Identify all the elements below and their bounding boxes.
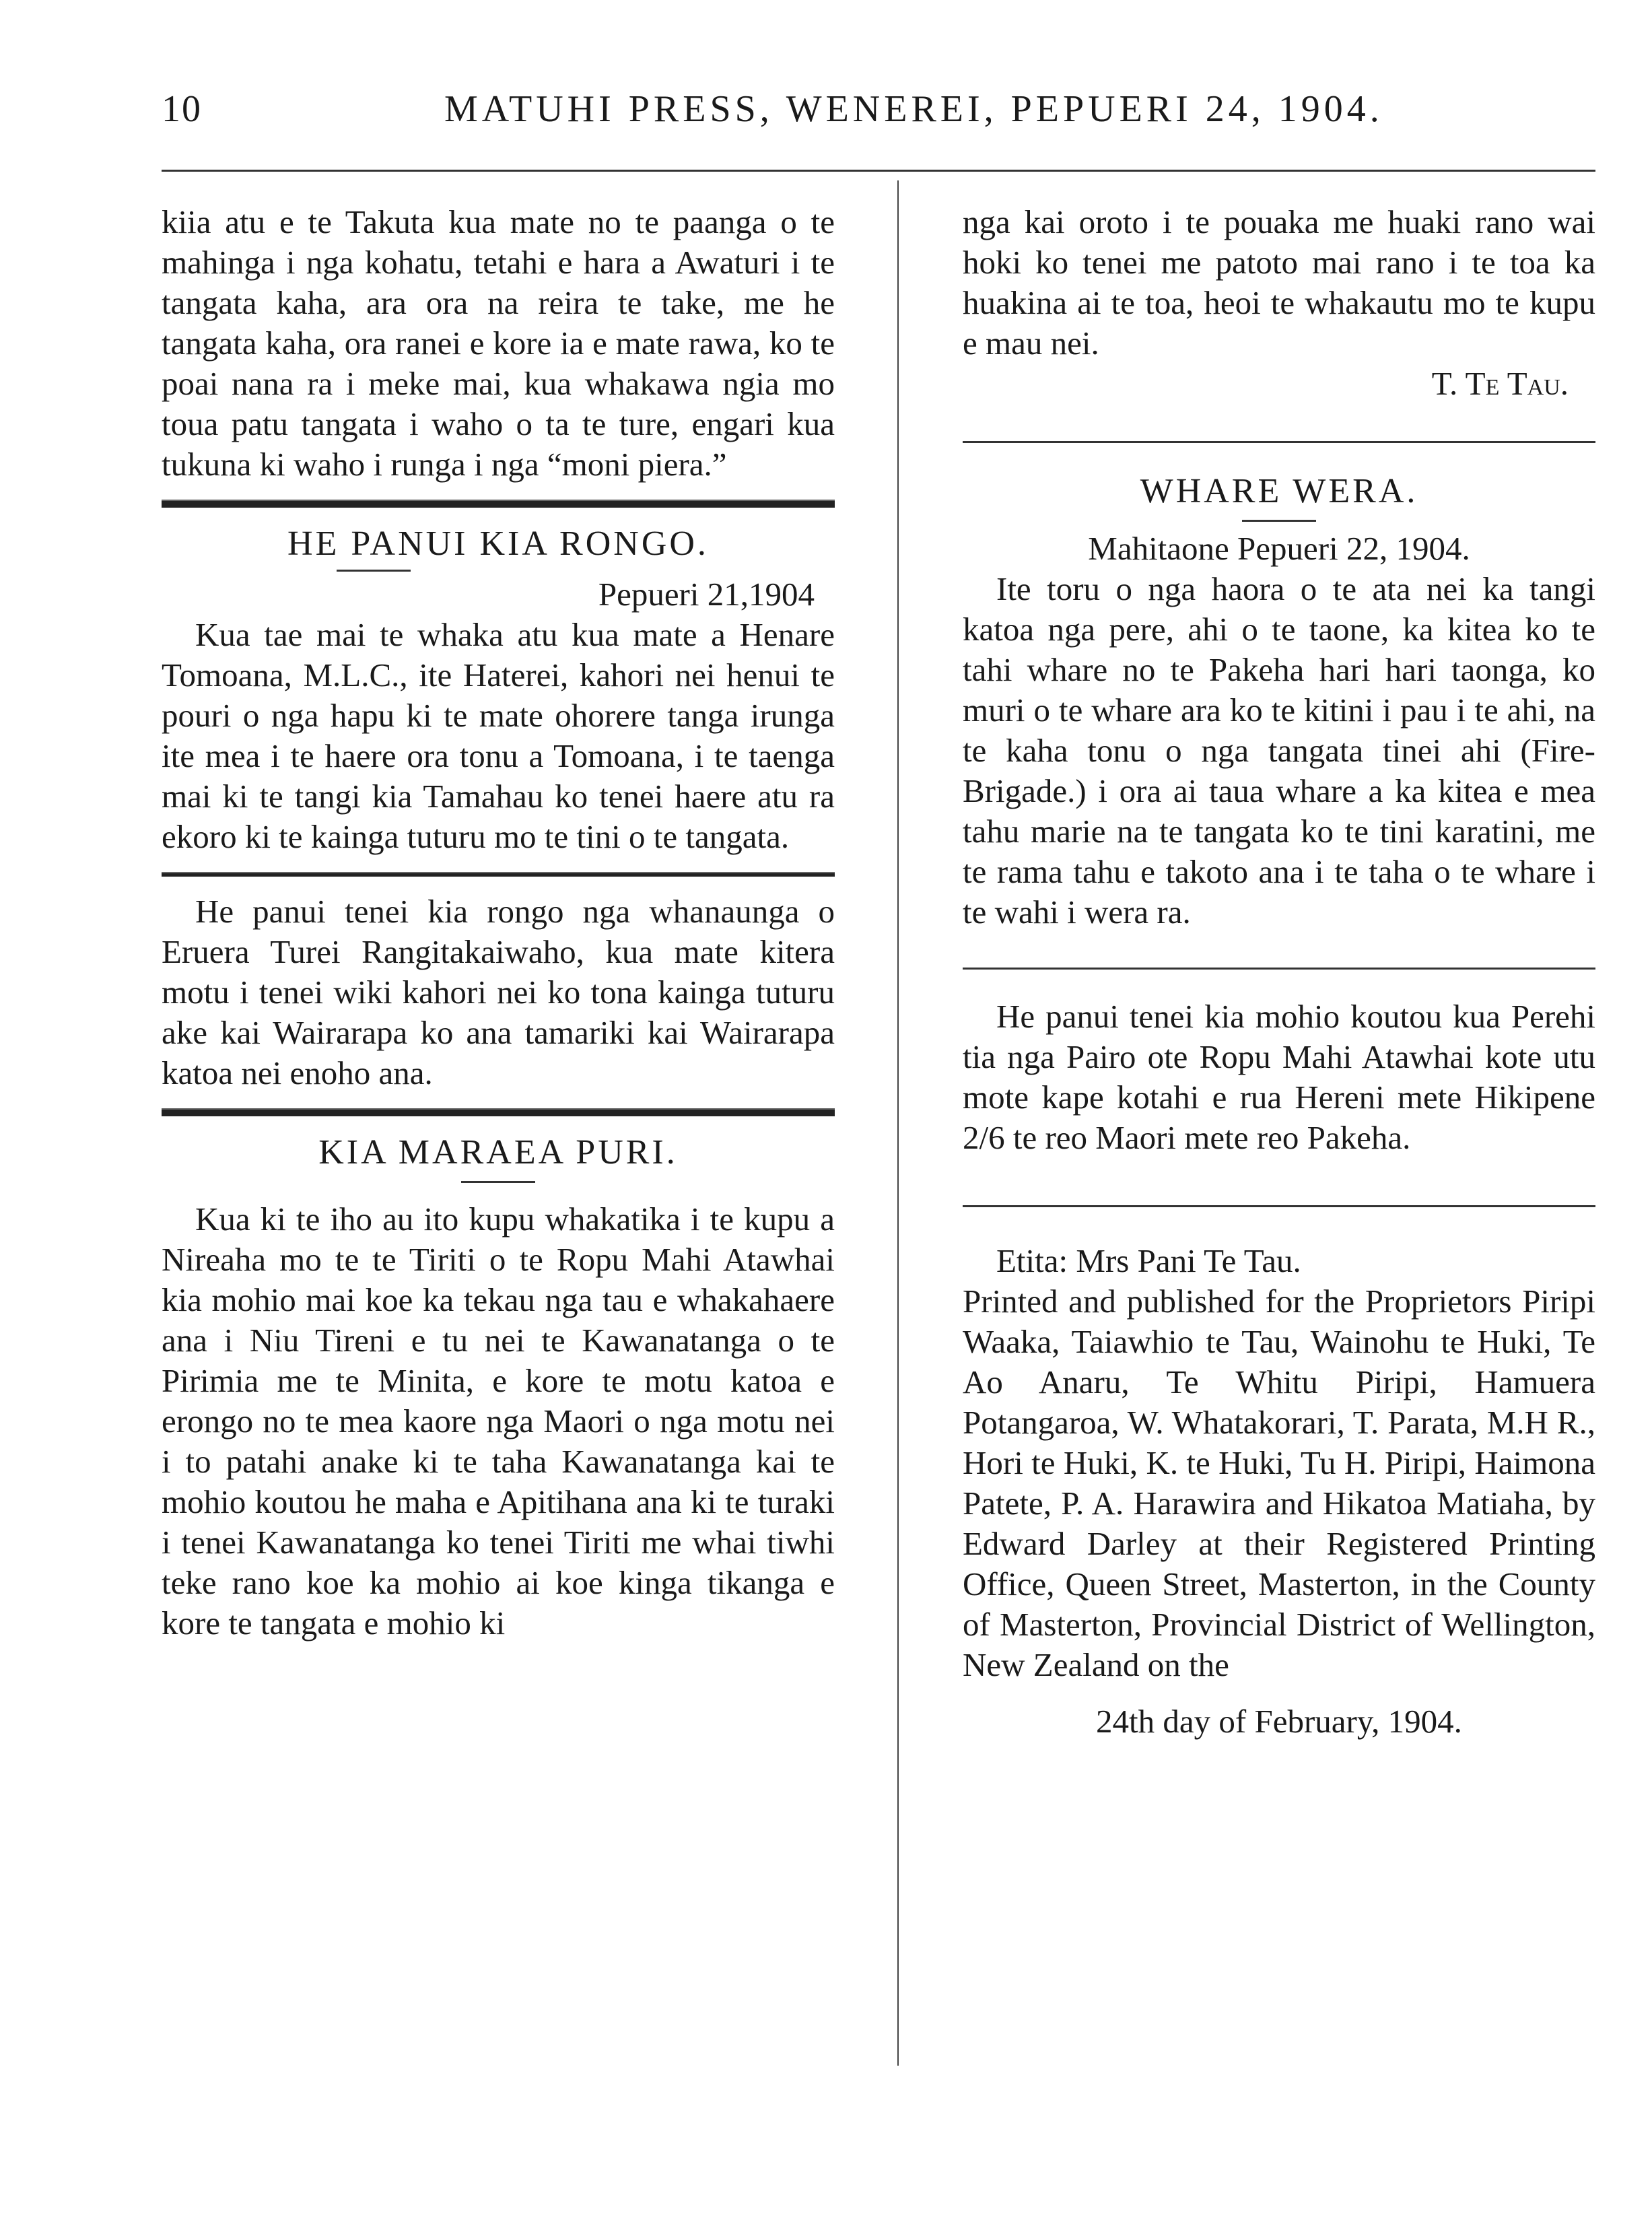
article-body: Kua ki te iho au ito kupu whakatika i te kupu a Nireaha mo te te Tiriti o te Ropu Mahi Atawhai kia mohio mai koe ka tekau nga tau e whakahaere ana i Niu Tireni e tu nei te Kawanatanga o te Pirimia me te Minita, e kore te motu katoa e erongo no te mea kaore nga Maori o nga motu nei i to patahi anake ki te taha Kawanatanga kai te mohio koutou he maha e Apitihana ana ki te turaki i tenei Kawanatanga ko tenei Tiriti me whai tiwhi teke rano koe ka mohio ai koe kinga tikanga e kore te tangata e mohio ki bbox=[162, 1200, 835, 1641]
header-rule bbox=[162, 170, 1595, 172]
imprint-date: 24th day of February, 1904. bbox=[1096, 1703, 1462, 1740]
continued-article-text: nga kai oroto i te pouaka me huaki rano wai hoki ko tenei me patoto mai rano i te toa ka huakina ai te toa, heoi te whakautu mo te kupu e mau nei. bbox=[963, 203, 1595, 362]
article-body: Kua tae mai te whaka atu kua mate a Henare Tomoana, M.L.C., ite Haterei, kahori nei henui te pouri o nga hapu ki te mate ohorere tanga irunga ite mea i te haere ora tonu a Tomoana, i te taenga mai ki te tangi kia Tamahau ko tenei haere atu ra ekoro ki te kainga tuturu mo te tini o te tangata. bbox=[162, 616, 835, 855]
article-heading: KIA MARAEA PURI. bbox=[318, 1133, 678, 1172]
section-rule bbox=[162, 872, 835, 877]
heading-rule bbox=[337, 570, 411, 572]
article-heading: HE PANUI KIA RONGO. bbox=[287, 524, 709, 563]
section-rule bbox=[963, 1205, 1595, 1207]
left-column bbox=[162, 202, 835, 1644]
column-divider bbox=[897, 180, 899, 2066]
article-he-panui-kia-rongo bbox=[162, 522, 835, 857]
page-number: 10 bbox=[162, 88, 202, 130]
notice-perehi: He panui tenei kia mohio koutou kua Perehi tia nga Pairo ote Ropu Mahi Atawhai kote utu mote kape kotahi e rua Hereni mete Hikipene 2/6 te reo Maori mete reo Pakeha. bbox=[963, 998, 1595, 1156]
heading-rule bbox=[461, 1181, 535, 1183]
signature: T. Te Tau. bbox=[1431, 365, 1569, 402]
page-header bbox=[162, 88, 1575, 141]
article-heading: WHARE WERA. bbox=[1140, 472, 1418, 510]
continued-article-text: kiia atu e te Takuta kua mate no te paanga o te mahinga i nga kohatu, tetahi e hara a Awaturi i te tangata kaha, ara ora na reira te take, me he tangata kaha, ora ranei e kore ia e mate rawa, ko te poai nana ra i meke mai, kua whakawa ngia mo toua patu tangata i waho o ta te ture, engari kua tukuna ki waho i runga i nga “moni piera.” bbox=[162, 203, 835, 483]
heading-rule bbox=[1242, 520, 1316, 522]
imprint-text: Printed and published for the Proprietors Piripi Waaka, Taiawhio te Tau, Wainohu te Huki, Te Ao Anaru, Te Whitu Piripi, Hamuera Potangaroa, W. Whatakorari, T. Parata, M.H R., Hori te Huki, K. te Huki, Tu H. Piripi, Haimona Patete, P. A. Harawira and Hikatoa Matiaha, by Edward Darley at their Registered Printing Office, Queen Street, Masterton, in the County of Masterton, Provincial District of Wellington, New Zealand on the bbox=[963, 1283, 1595, 1683]
section-rule bbox=[162, 500, 835, 508]
editor-line: Etita: Mrs Pani Te Tau. bbox=[996, 1242, 1301, 1279]
article-date: Pepueri 21,1904 bbox=[598, 576, 815, 613]
notice-whanaunga: He panui tenei kia rongo nga whanaunga o Eruera Turei Rangitakaiwaho, kua mate kitera motu i tenei wiki kahori nei ko tona kainga tuturu ake kai Wairarapa ko ana tamariki kai Wairarapa katoa nei enoho ana. bbox=[162, 893, 835, 1091]
article-body: Ite toru o nga haora o te ata nei ka tangi katoa nga pere, ahi o te taone, ka kitea ko te tahi whare no te Pakeha hari hari taonga, ko muri o te whare ara ko te kitini i pau i te ahi, na te kaha tonu o nga tangata tinei ahi (Fire-Brigade.) i ora ai taua whare a ka kitea e mea tahu marie na te tangata ko te tini karatini, me te rama tahu e takoto ana i te taha o te whare i te wahi i wera ra. bbox=[963, 570, 1595, 930]
article-whare-wera bbox=[963, 470, 1595, 933]
section-rule bbox=[162, 1108, 835, 1116]
section-rule bbox=[963, 441, 1595, 443]
article-kia-maraea-puri bbox=[162, 1131, 835, 1644]
section-rule bbox=[963, 968, 1595, 970]
masthead-title: MATUHI PRESS, WENEREI, PEPUERI 24, 1904. bbox=[444, 88, 1383, 130]
article-date: Mahitaone Pepueri 22, 1904. bbox=[1088, 530, 1470, 567]
right-column bbox=[963, 202, 1595, 1742]
